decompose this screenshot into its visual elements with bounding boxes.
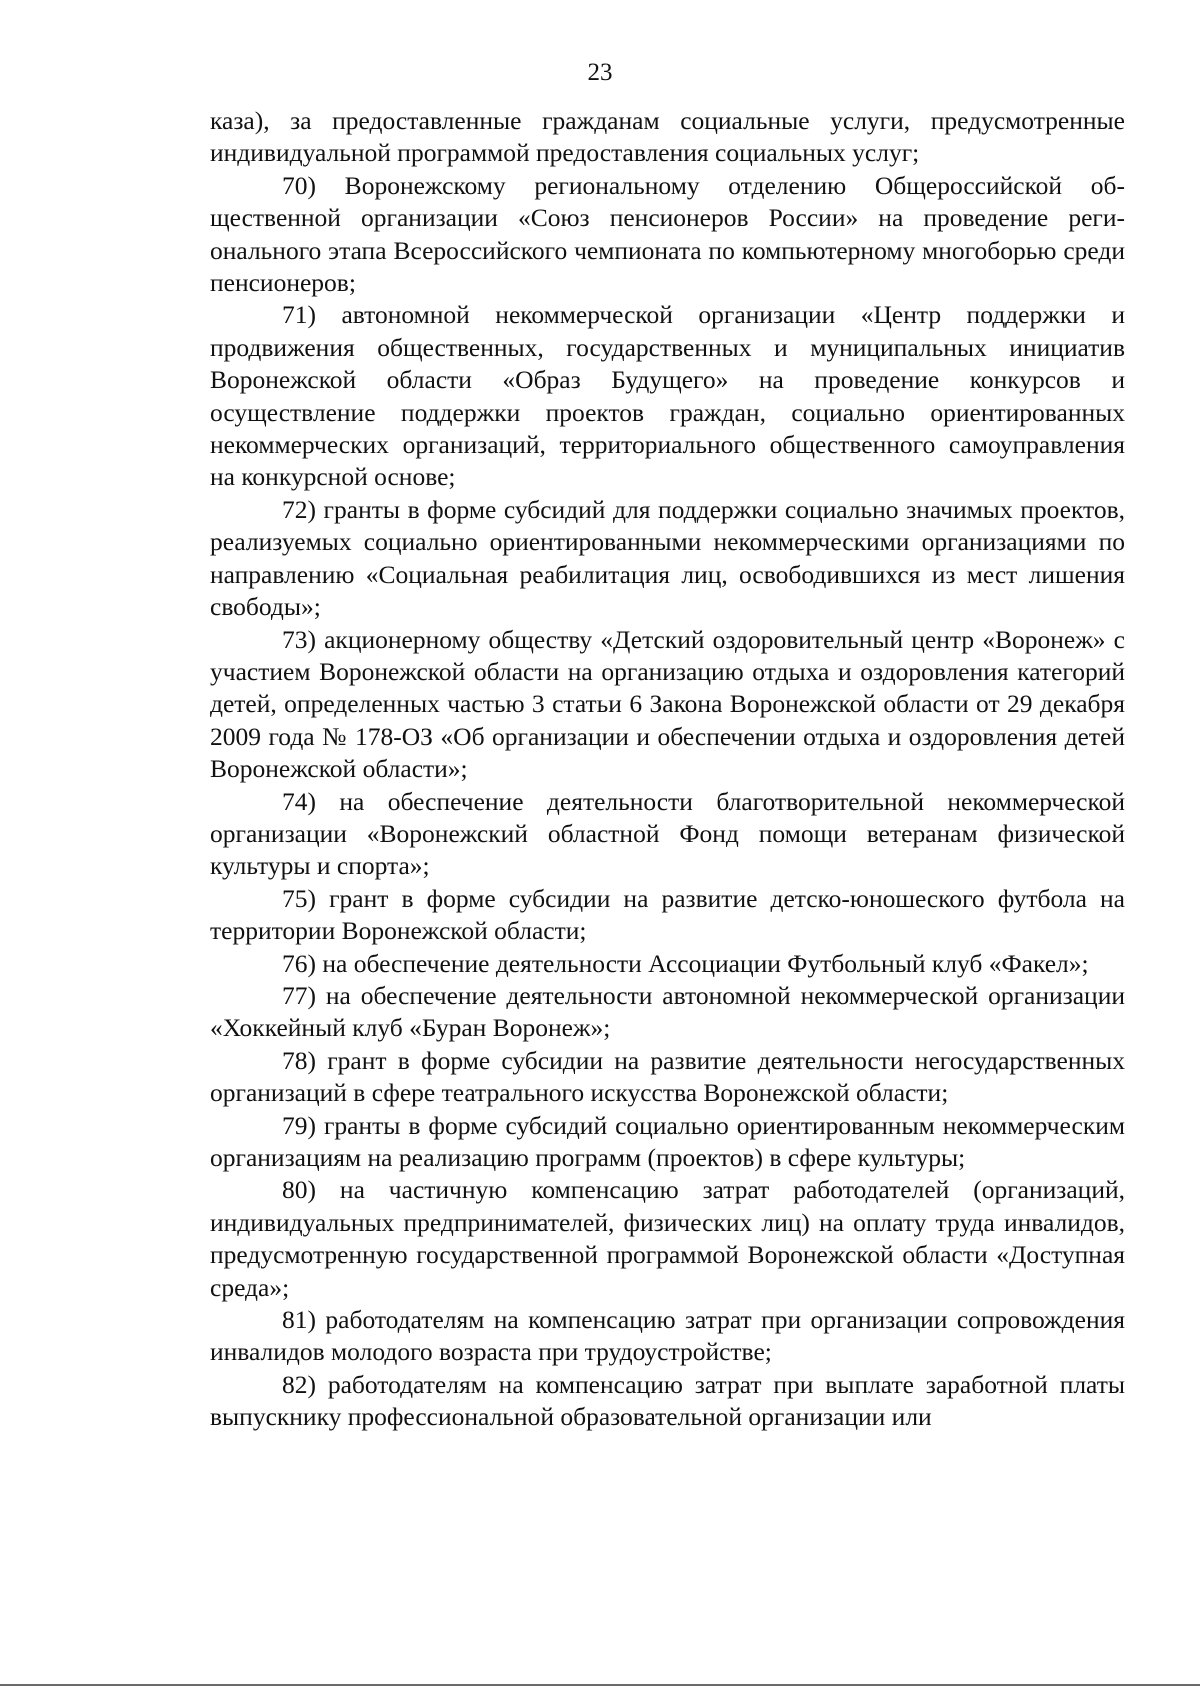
list-item-80: 80) на частичную компенсацию затрат работодателей (организаций, индивидуальных предпринимателей, физических лиц) на оплату труда инвалидов, предусмотренную государственной программой Воронежской области «Доступная среда»; — [210, 1175, 1125, 1302]
list-item-78: 78) грант в форме субсидии на развитие деятельности негосударственных организаций в сфере театрального искусства Воронежской области; — [210, 1045, 1125, 1108]
list-item-73: 73) акционерному обществу «Детский оздоровительный центр «Воронеж» с участием Воронежской области на организацию отдыха и оздоровления категорий детей, определенных частью 3 статьи 6 Закона Воронежской области от 29 декабря 2009 года № 178-ОЗ «Об организации и обеспечении отдыха и оздоровления детей Воронежской области»; — [210, 624, 1125, 784]
page-number: 23 — [587, 59, 613, 86]
list-item-75: 75) грант в форме субсидии на развитие детско-юношеского футбола на территории Воронежской области; — [210, 883, 1125, 946]
list-item-79: 79) гранты в форме субсидий социально ориентированным некоммерческим организациям на реализацию программ (проектов) в сфере культуры; — [210, 1110, 1125, 1172]
document-body — [210, 105, 1125, 1434]
list-item-70: 70) Воронежскому региональному отделению Общероссийской общественной организации «Союз пенсионеров России» на проведение регионального этапа Всероссийского чемпионата по компьютерному многоборью среди пенсионеров; — [210, 170, 1125, 298]
list-item-76: 76) на обеспечение деятельности Ассоциации Футбольный клуб «Факел»; — [282, 948, 1089, 978]
list-item-71: 71) автономной некоммерческой организации «Центр поддержки и продвижения общественных, государственных и муниципальных инициатив Воронежской области «Образ Будущего» на проведение конкурсов и осуществление поддержки проектов граждан, социально ориентированных некоммерческих организаций, территориального общественного самоуправления на конкурсной основе; — [210, 300, 1125, 492]
list-item-82: 82) работодателям на компенсацию затрат при выплате заработной платы выпускнику профессиональной образовательной организации или — [210, 1369, 1125, 1432]
list-item-74: 74) на обеспечение деятельности благотворительной некоммерческой организации «Воронежский областной Фонд помощи ветеранам физической культуры и спорта»; — [210, 786, 1125, 881]
list-item-72: 72) гранты в форме субсидий для поддержки социально значимых проектов, реализуемых социально ориентированными некоммерческими организациями по направлению «Социальная реабилитация лиц, освободившихся из мест лишения свободы»; — [210, 494, 1125, 622]
list-item-81: 81) работодателям на компенсацию затрат при организации сопровождения инвалидов молодого возраста при трудоустройстве; — [210, 1305, 1125, 1367]
list-item-77: 77) на обеспечение деятельности автономной некоммерческой организации «Хоккейный клуб «Буран Воронеж»; — [210, 980, 1125, 1043]
paragraph-continuation: каза), за предоставленные гражданам социальные услуги, предусмотренные индивидуальной программой предоставления социальных услуг; — [210, 106, 1125, 168]
scan-bottom-edge — [0, 1684, 1200, 1686]
